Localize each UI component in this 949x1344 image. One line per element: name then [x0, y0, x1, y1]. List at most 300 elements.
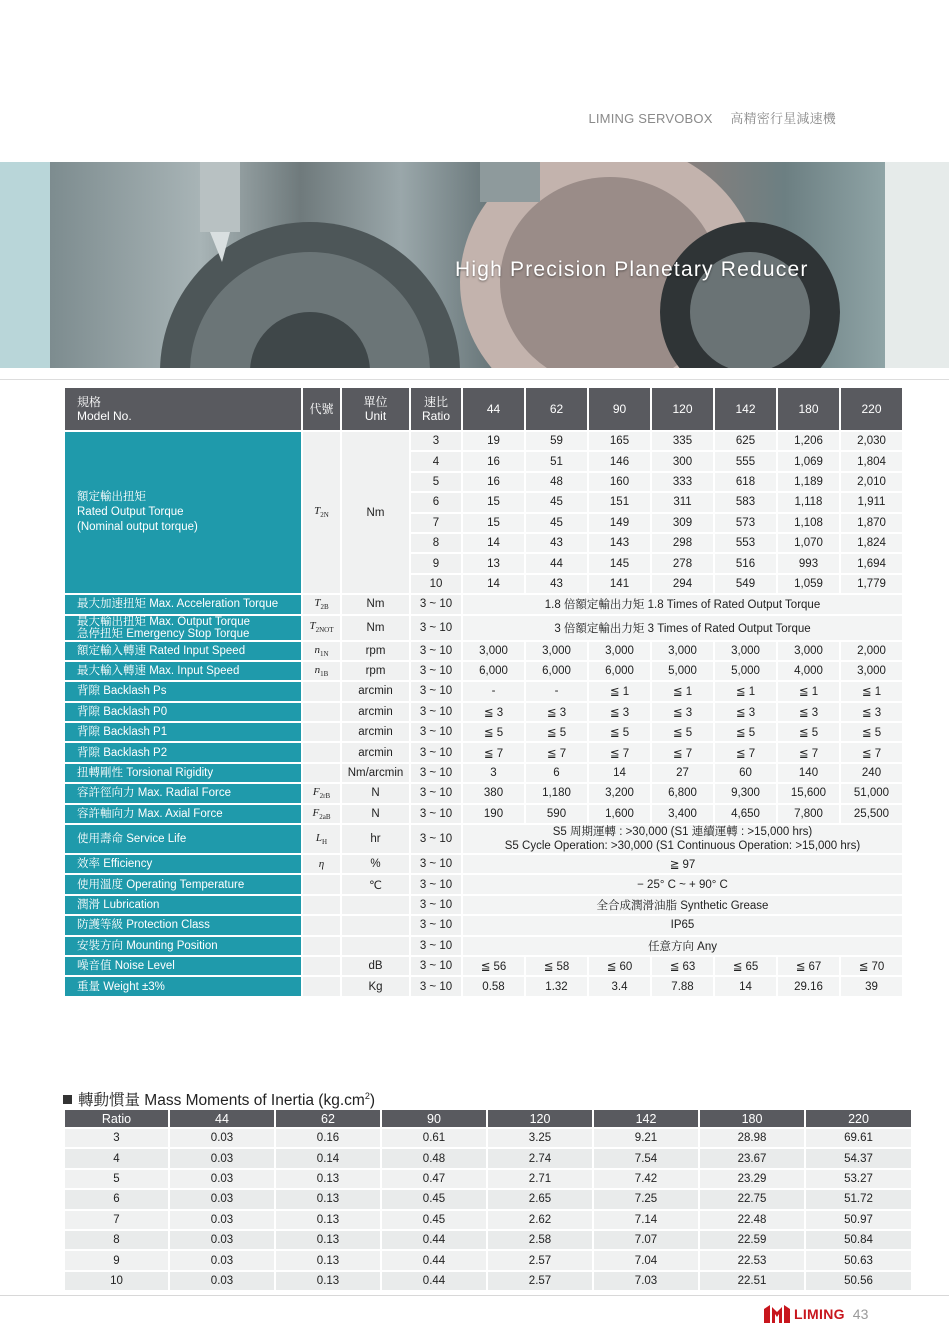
inertia-title-end: ): [369, 1092, 375, 1109]
inertia-title-text: 轉動慣量 Mass Moments of Inertia (kg.cm: [78, 1092, 365, 1109]
value-cell: ≦ 5: [841, 723, 902, 741]
inertia-cell: 0.03: [170, 1231, 274, 1249]
header-unit: [342, 388, 409, 430]
inertia-cell: 23.67: [700, 1149, 804, 1167]
inertia-cell: 53.27: [806, 1170, 911, 1188]
unit-cell: Nm/arcmin: [342, 764, 409, 782]
banner-right-band: [885, 162, 949, 368]
value-cell: 45: [526, 493, 587, 511]
spec-name-rated-output-torque: [65, 432, 301, 593]
inertia-cell: 7.25: [594, 1190, 698, 1208]
value-cell: 16: [463, 473, 524, 491]
inertia-cell: 3.25: [488, 1129, 592, 1147]
inertia-cell: 0.03: [170, 1190, 274, 1208]
ratio-cell: 4: [411, 452, 461, 470]
spec-name: [65, 957, 301, 975]
inertia-cell: 50.63: [806, 1251, 911, 1269]
header-model-120: 120: [652, 388, 713, 430]
value-cell: 3,000: [589, 642, 650, 660]
inertia-cell: 0.13: [276, 1190, 380, 1208]
value-cell: 14: [463, 575, 524, 593]
unit-cell: arcmin: [342, 723, 409, 741]
unit-cell: [342, 896, 409, 914]
value-cell: ≦ 1: [778, 682, 839, 700]
merged-value-cell: [463, 937, 902, 955]
inertia-title: [63, 1088, 375, 1110]
unit-cell: Kg: [342, 977, 409, 995]
merged-line: 3 倍額定輸出力矩 3 Times of Rated Output Torque: [554, 622, 811, 635]
ratio-cell: 7: [411, 514, 461, 532]
inertia-cell: 50.97: [806, 1211, 911, 1229]
inertia-cell: 0.48: [382, 1149, 486, 1167]
value-cell: 3: [463, 764, 524, 782]
value-cell: 380: [463, 784, 524, 802]
value-cell: 618: [715, 473, 776, 491]
value-cell: 4,650: [715, 805, 776, 823]
merged-line: IP65: [670, 919, 695, 932]
unit-cell: [342, 916, 409, 934]
merged-value-cell: [463, 896, 902, 914]
symbol-cell: η: [303, 855, 340, 873]
value-cell: 240: [841, 764, 902, 782]
inertia-cell: 0.03: [170, 1211, 274, 1229]
symbol-cell: [303, 916, 340, 934]
ratio-cell: 3 ~ 10: [411, 662, 461, 680]
table-row: [65, 1272, 911, 1290]
inertia-header-cell: 62: [276, 1110, 380, 1127]
value-cell: 51: [526, 452, 587, 470]
value-cell: ≦ 3: [778, 703, 839, 721]
inertia-header-row: [65, 1110, 911, 1127]
ratio-cell: 3 ~ 10: [411, 642, 461, 660]
spec-name: [65, 616, 301, 640]
bullet-square-icon: [63, 1095, 72, 1104]
header-model-220: 220: [841, 388, 902, 430]
value-cell: 7.88: [652, 977, 713, 995]
spec-name: [65, 916, 301, 934]
ratio-cell: 3 ~ 10: [411, 977, 461, 995]
merged-line: ≧ 97: [669, 859, 696, 872]
value-cell: 9,300: [715, 784, 776, 802]
merged-value-cell: [463, 825, 902, 853]
value-cell: ≦ 3: [841, 703, 902, 721]
inertia-cell: 5: [65, 1170, 168, 1188]
symbol-cell: [303, 703, 340, 721]
spec-name-line: 噪音值 Noise Level: [77, 960, 175, 973]
table-row: [65, 1129, 911, 1147]
header-symbol: 代號: [303, 388, 340, 430]
inertia-cell: 7: [65, 1211, 168, 1229]
value-cell: ≦ 5: [778, 723, 839, 741]
header-ratio-zh: 速比: [423, 395, 448, 409]
ratio-cell: 9: [411, 554, 461, 572]
value-cell: ≦ 1: [841, 682, 902, 700]
table-row: [65, 875, 902, 893]
table-row: [65, 825, 902, 853]
unit-cell: [342, 937, 409, 955]
spec-name-line: 安裝方向 Mounting Position: [77, 939, 218, 952]
inertia-header-cell: 142: [594, 1110, 698, 1127]
value-cell: 2,000: [841, 642, 902, 660]
unit-cell: arcmin: [342, 682, 409, 700]
inertia-cell: 22.53: [700, 1251, 804, 1269]
symbol-subscript: 2N: [320, 511, 329, 520]
table-row: [65, 723, 902, 741]
symbol-cell: $T_{2N}$: [303, 432, 340, 593]
spec-name-line: 潤滑 Lubrication: [77, 899, 160, 911]
value-cell: ≦ 1: [589, 682, 650, 700]
spec-name-line: 背隙 Backlash Ps: [77, 685, 167, 698]
value-cell: 14: [589, 764, 650, 782]
inertia-cell: 0.44: [382, 1251, 486, 1269]
spec-name-line: 背隙 Backlash P1: [77, 726, 168, 739]
value-cell: ≦ 70: [841, 957, 902, 975]
inertia-header-cell: 180: [700, 1110, 804, 1127]
spec-name-line: 扭轉剛性 Torsional Rigidity: [77, 767, 214, 780]
table-row: [65, 1170, 911, 1188]
value-cell: 298: [652, 534, 713, 552]
value-cell: 300: [652, 452, 713, 470]
value-cell: 0.58: [463, 977, 524, 995]
value-cell: ≦ 7: [463, 743, 524, 761]
table-row: [65, 937, 902, 955]
spec-name: [65, 896, 301, 914]
inertia-cell: 0.45: [382, 1211, 486, 1229]
value-cell: ≦ 7: [778, 743, 839, 761]
inertia-cell: 9: [65, 1251, 168, 1269]
value-cell: 1,180: [526, 784, 587, 802]
symbol-cell: [303, 977, 340, 995]
spec-name: [65, 764, 301, 782]
value-cell: 3,000: [652, 642, 713, 660]
inertia-cell: 6: [65, 1190, 168, 1208]
merged-value-cell: [463, 595, 902, 613]
table-row: [65, 703, 902, 721]
inertia-header-cell: 120: [488, 1110, 592, 1127]
header-model-90: 90: [589, 388, 650, 430]
symbol-cell: $n_{1B}$: [303, 662, 340, 680]
header-unit-zh: 單位: [363, 395, 388, 409]
inertia-cell: 7.14: [594, 1211, 698, 1229]
inertia-cell: 28.98: [700, 1129, 804, 1147]
inertia-cell: 50.84: [806, 1231, 911, 1249]
value-cell: 309: [652, 514, 713, 532]
ratio-cell: 3 ~ 10: [411, 875, 461, 893]
symbol-cell: $L_H$: [303, 825, 340, 853]
value-cell: 583: [715, 493, 776, 511]
unit-cell: Nm: [342, 595, 409, 613]
unit-cell: dB: [342, 957, 409, 975]
value-cell: ≦ 3: [715, 703, 776, 721]
header-model-62: 62: [526, 388, 587, 430]
inertia-cell: 2.65: [488, 1190, 592, 1208]
spec-name-line: (Nominal output torque): [77, 521, 198, 534]
merged-value-cell: [463, 875, 902, 893]
unit-cell: arcmin: [342, 743, 409, 761]
value-cell: ≦ 7: [589, 743, 650, 761]
spec-name-line: Rated Output Torque: [77, 506, 184, 519]
value-cell: 29.16: [778, 977, 839, 995]
value-cell: 573: [715, 514, 776, 532]
inertia-cell: 0.44: [382, 1231, 486, 1249]
unit-cell: rpm: [342, 662, 409, 680]
value-cell: 555: [715, 452, 776, 470]
spec-name: [65, 805, 301, 823]
ratio-cell: 3 ~ 10: [411, 896, 461, 914]
value-cell: ≦ 3: [652, 703, 713, 721]
value-cell: 59: [526, 432, 587, 450]
inertia-cell: 0.03: [170, 1251, 274, 1269]
symbol-cell: [303, 764, 340, 782]
inertia-cell: 0.03: [170, 1170, 274, 1188]
value-cell: 16: [463, 452, 524, 470]
table-row: [65, 1190, 911, 1208]
inertia-cell: 23.29: [700, 1170, 804, 1188]
value-cell: 1,069: [778, 452, 839, 470]
inertia-cell: 0.61: [382, 1129, 486, 1147]
header-model: [65, 388, 301, 430]
symbol-cell: $n_{1N}$: [303, 642, 340, 660]
value-cell: 146: [589, 452, 650, 470]
ratio-cell: 3 ~ 10: [411, 937, 461, 955]
banner-title: High Precision Planetary Reducer: [455, 258, 809, 281]
value-cell: ≦ 7: [652, 743, 713, 761]
value-cell: 14: [715, 977, 776, 995]
ratio-cell: 5: [411, 473, 461, 491]
spec-name: [65, 875, 301, 893]
spec-name-line: 最大輸入轉速 Max. Input Speed: [77, 665, 240, 678]
ratio-cell: 3 ~ 10: [411, 916, 461, 934]
inertia-cell: 7.07: [594, 1231, 698, 1249]
divider: [0, 379, 949, 380]
value-cell: -: [526, 682, 587, 700]
ratio-cell: 3 ~ 10: [411, 764, 461, 782]
inertia-cell: 7.42: [594, 1170, 698, 1188]
value-cell: ≦ 7: [841, 743, 902, 761]
value-cell: 190: [463, 805, 524, 823]
ratio-cell: 3 ~ 10: [411, 703, 461, 721]
value-cell: 1,108: [778, 514, 839, 532]
value-cell: 2,010: [841, 473, 902, 491]
spec-name-line: 最大輸出扭矩 Max. Output Torque: [77, 615, 250, 628]
value-cell: 4,000: [778, 662, 839, 680]
value-cell: 149: [589, 514, 650, 532]
symbol-cell: [303, 875, 340, 893]
inertia-cell: 0.16: [276, 1129, 380, 1147]
merged-line: 任意方向 Any: [647, 940, 717, 953]
value-cell: ≦ 58: [526, 957, 587, 975]
ratio-cell: 3: [411, 432, 461, 450]
spec-name-line: 容許徑向力 Max. Radial Force: [77, 787, 232, 800]
merged-value-cell: [463, 616, 902, 640]
spec-name: [65, 662, 301, 680]
inertia-cell: 0.03: [170, 1149, 274, 1167]
spec-name: [65, 977, 301, 995]
value-cell: 1,600: [589, 805, 650, 823]
spec-name-line: 效率 Efficiency: [77, 858, 153, 871]
ratio-cell: 3 ~ 10: [411, 595, 461, 613]
table-row: [65, 662, 902, 680]
value-cell: 1,804: [841, 452, 902, 470]
value-cell: ≦ 65: [715, 957, 776, 975]
inertia-cell: 0.13: [276, 1170, 380, 1188]
inertia-cell: 54.37: [806, 1149, 911, 1167]
inertia-cell: 4: [65, 1149, 168, 1167]
inertia-cell: 2.58: [488, 1231, 592, 1249]
spec-table: [63, 386, 904, 998]
footer-divider: [0, 1295, 949, 1296]
ratio-cell: 3 ~ 10: [411, 855, 461, 873]
header-ratio: [411, 388, 461, 430]
inertia-cell: 22.75: [700, 1190, 804, 1208]
value-cell: 311: [652, 493, 713, 511]
value-cell: ≦ 1: [652, 682, 713, 700]
inertia-cell: 22.51: [700, 1272, 804, 1290]
merged-line: S5 周期運轉 : >30,000 (S1 連續運轉 : >15,000 hrs): [552, 826, 813, 839]
merged-value-cell: [463, 916, 902, 934]
value-cell: 1,870: [841, 514, 902, 532]
inertia-cell: 0.03: [170, 1129, 274, 1147]
value-cell: 143: [589, 534, 650, 552]
symbol-cell: [303, 896, 340, 914]
spec-name-line: 最大加速扭矩 Max. Acceleration Torque: [77, 598, 279, 611]
value-cell: 294: [652, 575, 713, 593]
spec-body: [65, 432, 902, 996]
inertia-cell: 0.45: [382, 1190, 486, 1208]
value-cell: 3,400: [652, 805, 713, 823]
value-cell: ≦ 5: [715, 723, 776, 741]
page-number: 43: [852, 1306, 869, 1322]
inertia-cell: 2.71: [488, 1170, 592, 1188]
unit-cell: Nm: [342, 616, 409, 640]
spec-name-line: 額定輸出扭矩: [77, 491, 146, 504]
value-cell: 13: [463, 554, 524, 572]
header-brand: LIMING SERVOBOX: [588, 111, 713, 126]
table-row: [65, 896, 902, 914]
value-cell: 45: [526, 514, 587, 532]
header-model-142: 142: [715, 388, 776, 430]
inertia-cell: 7.03: [594, 1272, 698, 1290]
symbol-cell: $T_{2NOT}$: [303, 616, 340, 640]
value-cell: ≦ 1: [715, 682, 776, 700]
symbol-cell: $F_{2aB}$: [303, 805, 340, 823]
inertia-cell: 2.57: [488, 1272, 592, 1290]
header-model-44: 44: [463, 388, 524, 430]
ratio-cell: 3 ~ 10: [411, 957, 461, 975]
value-cell: 141: [589, 575, 650, 593]
value-cell: 6: [526, 764, 587, 782]
inertia-cell: 7.04: [594, 1251, 698, 1269]
value-cell: 15,600: [778, 784, 839, 802]
value-cell: 993: [778, 554, 839, 572]
spec-name-line: 防護等級 Protection Class: [77, 919, 210, 932]
value-cell: 6,800: [652, 784, 713, 802]
value-cell: 19: [463, 432, 524, 450]
unit-cell: N: [342, 805, 409, 823]
inertia-cell: 0.44: [382, 1272, 486, 1290]
spec-name: [65, 825, 301, 853]
page-footer: [762, 1303, 868, 1325]
value-cell: ≦ 5: [589, 723, 650, 741]
inertia-cell: 10: [65, 1272, 168, 1290]
inertia-body: [65, 1129, 911, 1290]
symbol-cell: [303, 723, 340, 741]
value-cell: 549: [715, 575, 776, 593]
value-cell: 3,000: [841, 662, 902, 680]
value-cell: 44: [526, 554, 587, 572]
spec-name-line: 容許軸向力 Max. Axial Force: [77, 807, 223, 820]
ratio-cell: 3 ~ 10: [411, 825, 461, 853]
value-cell: -: [463, 682, 524, 700]
value-cell: 5,000: [652, 662, 713, 680]
ratio-cell: 3 ~ 10: [411, 743, 461, 761]
table-row: [65, 977, 902, 995]
value-cell: 1,059: [778, 575, 839, 593]
inertia-cell: 0.13: [276, 1272, 380, 1290]
merged-value-cell: [463, 855, 902, 873]
table-row: [65, 642, 902, 660]
value-cell: 15: [463, 514, 524, 532]
value-cell: ≦ 5: [463, 723, 524, 741]
value-cell: 151: [589, 493, 650, 511]
value-cell: ≦ 3: [526, 703, 587, 721]
inertia-header-cell: 44: [170, 1110, 274, 1127]
spec-name: [65, 595, 301, 613]
page-header: [588, 108, 836, 127]
symbol-subscript: 2rB: [319, 792, 331, 801]
symbol-cell: $T_{2B}$: [303, 595, 340, 613]
inertia-title-sup: 2: [364, 1090, 370, 1101]
value-cell: 39: [841, 977, 902, 995]
inertia-cell: 22.48: [700, 1211, 804, 1229]
ratio-cell: 10: [411, 575, 461, 593]
inertia-cell: 9.21: [594, 1129, 698, 1147]
inertia-cell: 0.13: [276, 1231, 380, 1249]
spec-name-line: 背隙 Backlash P2: [77, 746, 168, 759]
merged-line: 1.8 倍額定輸出力矩 1.8 Times of Rated Output Torque: [544, 599, 821, 612]
value-cell: 6,000: [589, 662, 650, 680]
merged-line: − 25° C ~ + 90° C: [637, 878, 728, 891]
symbol-cell: [303, 937, 340, 955]
banner: [0, 162, 949, 368]
inertia-cell: 8: [65, 1231, 168, 1249]
banner-left-band: [0, 162, 50, 368]
value-cell: 3,200: [589, 784, 650, 802]
value-cell: 165: [589, 432, 650, 450]
symbol-cell: [303, 957, 340, 975]
value-cell: ≦ 67: [778, 957, 839, 975]
value-cell: ≦ 3: [463, 703, 524, 721]
value-cell: 1,070: [778, 534, 839, 552]
spec-name: [65, 723, 301, 741]
value-cell: 25,500: [841, 805, 902, 823]
value-cell: 48: [526, 473, 587, 491]
value-cell: 333: [652, 473, 713, 491]
ratio-cell: 3 ~ 10: [411, 723, 461, 741]
ratio-cell: 3 ~ 10: [411, 682, 461, 700]
inertia-cell: 0.47: [382, 1170, 486, 1188]
table-row: [65, 1149, 911, 1167]
inertia-cell: 7.54: [594, 1149, 698, 1167]
table-row: [65, 1231, 911, 1249]
unit-cell: ℃: [342, 875, 409, 893]
value-cell: 2,030: [841, 432, 902, 450]
value-cell: 3,000: [778, 642, 839, 660]
value-cell: 1,824: [841, 534, 902, 552]
inertia-cell: 0.13: [276, 1251, 380, 1269]
table-row: [65, 682, 902, 700]
spec-header-row: [65, 388, 902, 430]
